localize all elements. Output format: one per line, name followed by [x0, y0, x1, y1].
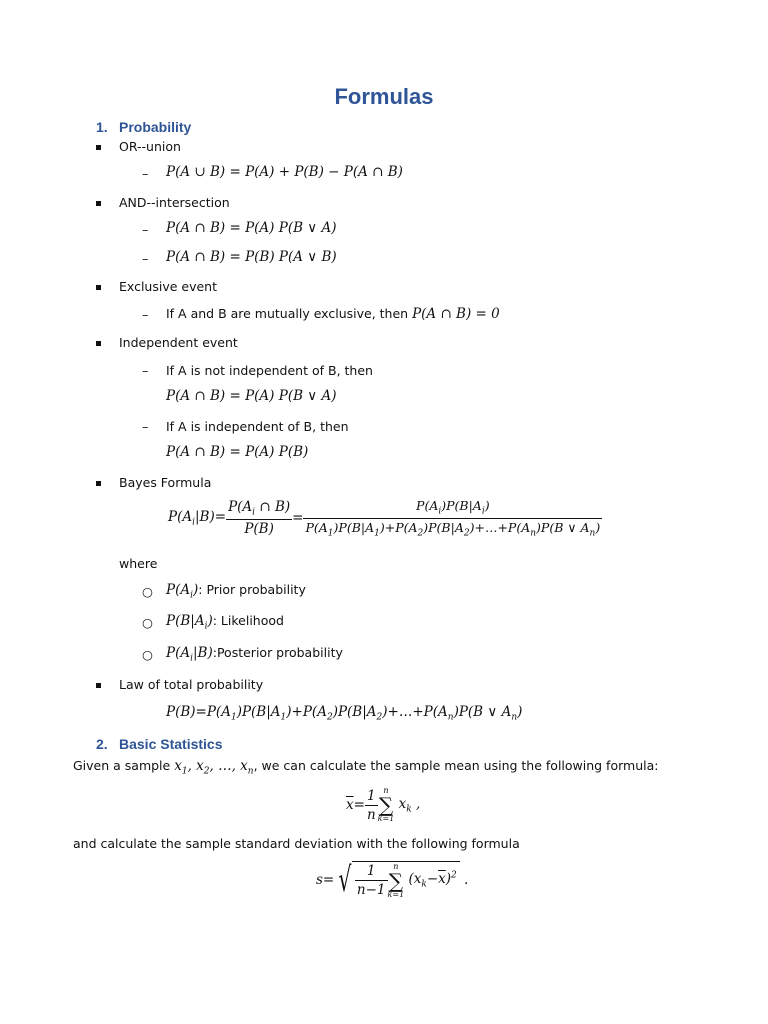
formula-sample-sd: s= √ $\frac{1}{n-1}$ n ∑ k=1 $(x_k-\overline{x})^2$ . — [316, 860, 469, 900]
formula-bayes: $P(A_i|B)=$ $\frac{P(A_i \cap B)}{P(B)}$ = $\frac{P(A_i)P(B|A_i)}{P(A_1)P(B|A_1)+P(A_2)P(B|A_2)+\dots+P(A_n)P(B \vee A_n)}$ — [168, 498, 601, 538]
bullet-or-union: OR--union — [119, 139, 181, 154]
likelihood-label: : Likelihood — [212, 613, 284, 628]
bullet-marker — [96, 285, 101, 290]
section-number-1: 1. — [96, 119, 108, 135]
dash-marker: – — [142, 363, 149, 378]
circle-bullet: ○ — [142, 615, 153, 630]
formula-exclusive: P(A ∩ B) = 0 — [412, 306, 500, 322]
bullet-marker — [96, 683, 101, 688]
dash-marker: – — [142, 251, 149, 266]
prior-item — [166, 582, 306, 601]
formula-union: P(A ∪ B) = P(A) + P(B) − P(A ∩ B) — [166, 164, 403, 180]
bullet-marker — [96, 145, 101, 150]
sample-intro-after: , we can calculate the sample mean using the following formula: — [253, 758, 659, 773]
exclusive-text: If A and B are mutually exclusive, then — [166, 306, 413, 321]
formula-likelihood: $P(B|A_i)$ — [166, 613, 213, 632]
sd-intro: and calculate the sample standard deviation with the following formula — [73, 836, 520, 851]
bullet-exclusive-event: Exclusive event — [119, 279, 217, 294]
formula-sample: $x_1$, $x_2$, …, $x_n$ — [174, 758, 254, 777]
formula-independent: P(A ∩ B) = P(A) P(B) — [166, 444, 309, 460]
prior-label: : Prior probability — [198, 582, 306, 597]
page-title: Formulas — [334, 84, 434, 109]
dash-marker: – — [142, 419, 149, 434]
circle-bullet: ○ — [142, 647, 153, 662]
exclusive-statement — [166, 306, 500, 322]
bullet-marker — [96, 481, 101, 486]
where-label: where — [119, 556, 158, 571]
formula-total-probability: $P(B)=P(A_1)P(B|A_1)+P(A_2)P(B|A_2)+\dots+P(A_n)P(B$ ∨ $A_n$) — [166, 704, 523, 723]
sample-intro-before: Given a sample — [73, 758, 175, 773]
bullet-independent-event: Independent event — [119, 335, 238, 350]
formula-prior: $P(A_i)$ — [166, 582, 199, 601]
independent-text-1: If A is not independent of B, then — [166, 363, 373, 378]
formula-intersection-2: P(A ∩ B) = P(B) P(A ∨ B) — [166, 249, 337, 265]
section-heading-basic-statistics: Basic Statistics — [119, 736, 223, 752]
posterior-item — [166, 645, 343, 664]
formula-intersection-1: P(A ∩ B) = P(A) P(B ∨ A) — [166, 220, 337, 236]
bullet-total-probability: Law of total probability — [119, 677, 264, 692]
dash-marker: – — [142, 166, 149, 181]
bullet-marker — [96, 341, 101, 346]
section-heading-probability: Probability — [119, 119, 192, 135]
independent-text-2: If A is independent of B, then — [166, 419, 349, 434]
formula-sample-mean: $\overline{x}=$ $\frac{1}{n}$ n ∑ k=1 $x_k$ , — [346, 786, 421, 823]
dash-marker: – — [142, 222, 149, 237]
sample-intro — [73, 758, 658, 777]
likelihood-item — [166, 613, 284, 632]
bullet-bayes-formula: Bayes Formula — [119, 475, 212, 490]
formula-posterior: $P(A_i|B)$ — [166, 645, 213, 664]
section-number-2: 2. — [96, 736, 108, 752]
bullet-marker — [96, 201, 101, 206]
circle-bullet: ○ — [142, 584, 153, 599]
dash-marker: – — [142, 307, 149, 322]
bullet-and-intersection: AND--intersection — [119, 195, 230, 210]
formula-not-independent: P(A ∩ B) = P(A) P(B ∨ A) — [166, 388, 337, 404]
posterior-label: :Posterior probability — [212, 645, 343, 660]
